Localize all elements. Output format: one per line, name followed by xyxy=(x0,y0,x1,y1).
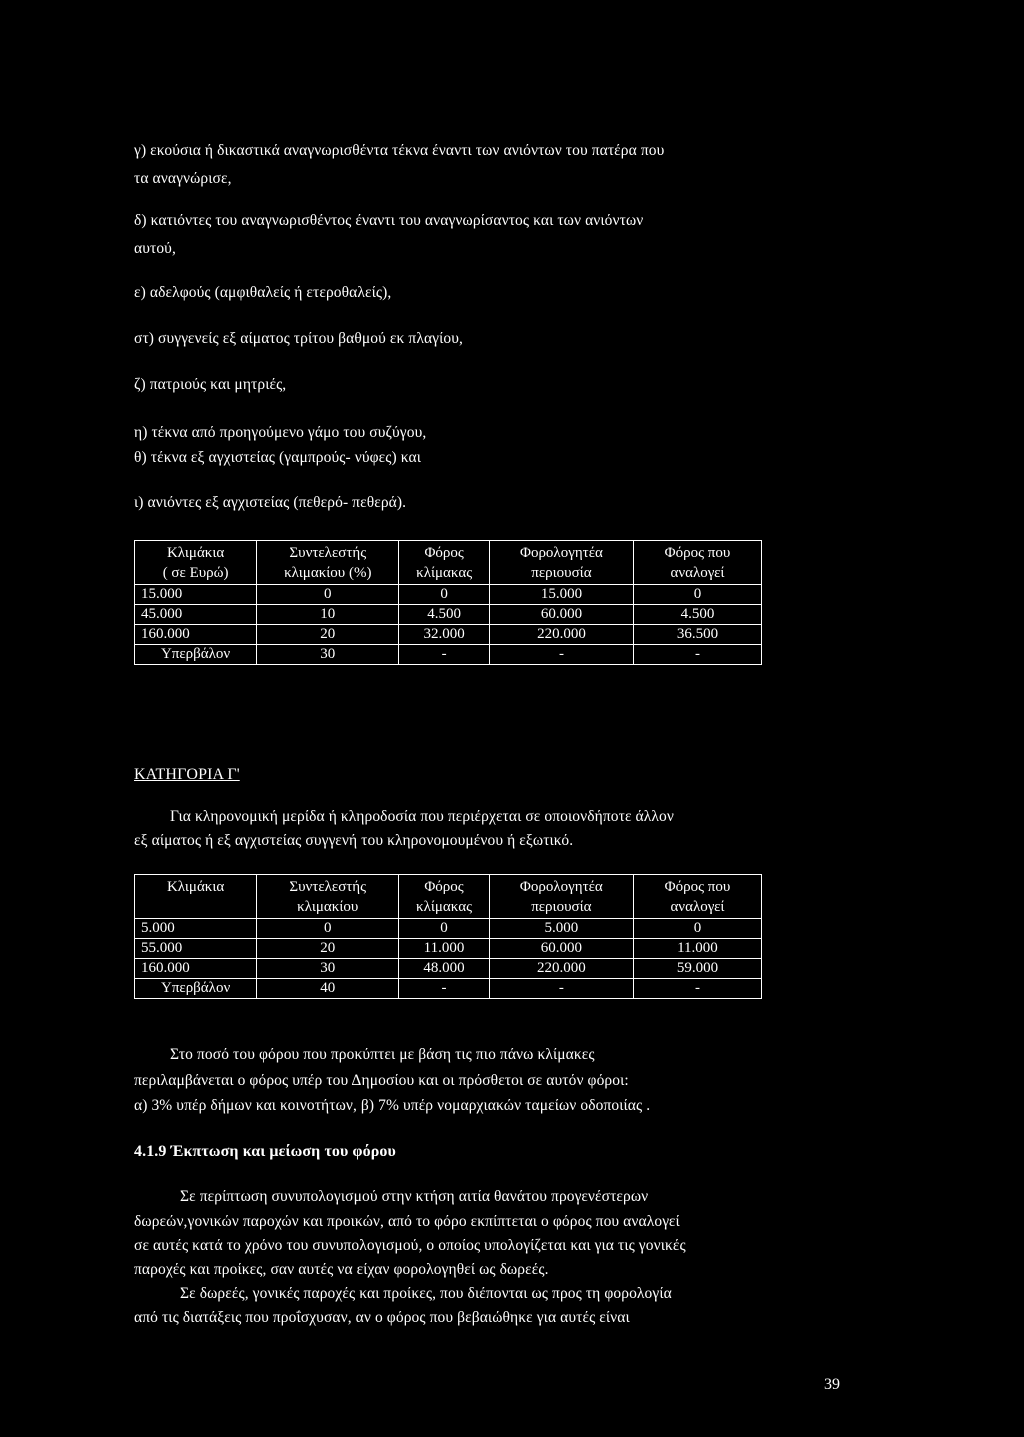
table-cell: 11.000 xyxy=(399,939,490,959)
table-cell: 15.000 xyxy=(489,585,633,605)
surcharge-paragraph-line1: Στο ποσό του φόρου που προκύπτει με βάση τις πιο πάνω κλίμακες xyxy=(170,1046,595,1063)
table-cell: 36.500 xyxy=(633,625,761,645)
table-row xyxy=(135,959,762,979)
table-cell: 220.000 xyxy=(489,959,633,979)
table-cell: 30 xyxy=(257,645,399,665)
table-cell: - xyxy=(633,645,761,665)
table-row xyxy=(135,939,762,959)
table-cell: 0 xyxy=(633,585,761,605)
table-cell: 5.000 xyxy=(489,919,633,939)
paragraph-z: ζ) πατριούς και μητριές, xyxy=(134,376,287,393)
table-row xyxy=(135,585,762,605)
table-header-cell: Συντελεστής κλιμακίου xyxy=(257,875,399,919)
table-header-row xyxy=(135,541,762,585)
surcharge-paragraph-line2: περιλαμβάνεται ο φόρος υπέρ του Δημοσίου και οι πρόσθετοι σε αυτόν φόροι: xyxy=(134,1072,629,1089)
table-header-cell: Φορολογητέα περιουσία xyxy=(489,541,633,585)
category-paragraph-line1: Για κληρονομική μερίδα ή κληροδοσία που περιέρχεται σε οποιονδήποτε άλλον xyxy=(170,808,674,825)
table-cell: - xyxy=(489,645,633,665)
table-cell: 15.000 xyxy=(135,585,257,605)
paragraph-g-line1: γ) εκούσια ή δικαστικά αναγνωρισθέντα τέκνα έναντι των ανιόντων του πατέρα που xyxy=(134,142,665,159)
table-cell: 0 xyxy=(399,585,490,605)
table-cell: Υπερβάλον xyxy=(135,979,257,999)
table-cell: - xyxy=(399,979,490,999)
paragraph-d-line2: αυτού, xyxy=(134,240,176,257)
table-cell: 30 xyxy=(257,959,399,979)
table-cell: 220.000 xyxy=(489,625,633,645)
table-cell: 0 xyxy=(633,919,761,939)
section-paragraph-line5: Σε δωρεές, γονικές παροχές και προίκες, που διέπονται ως προς τη φορολογία xyxy=(180,1285,672,1302)
paragraph-th: θ) τέκνα εξ αγχιστείας (γαμπρούς- νύφες) και xyxy=(134,449,422,466)
section-paragraph-line3: σε αυτές κατά το χρόνο του συνυπολογισμού, ο οποίος υπολογίζεται και για τις γονικές xyxy=(134,1237,686,1254)
table-cell: 55.000 xyxy=(135,939,257,959)
table-header-row xyxy=(135,875,762,919)
table-cell: 160.000 xyxy=(135,625,257,645)
table-cell: 48.000 xyxy=(399,959,490,979)
paragraph-g-line2: τα αναγνώρισε, xyxy=(134,170,232,187)
paragraph-d-line1: δ) κατιόντες του αναγνωρισθέντος έναντι του αναγνωρίσαντος και των ανιόντων xyxy=(134,212,644,229)
table-cell: Υπερβάλον xyxy=(135,645,257,665)
table-row xyxy=(135,919,762,939)
table-cell: 60.000 xyxy=(489,939,633,959)
page-number: 39 xyxy=(824,1376,840,1393)
paragraph-i: ι) ανιόντες εξ αγχιστείας (πεθερό- πεθερά). xyxy=(134,494,407,511)
tax-scale-table-1 xyxy=(134,540,762,665)
table-row xyxy=(135,645,762,665)
table-cell: 32.000 xyxy=(399,625,490,645)
section-title: 4.1.9 Έκπτωση και μείωση του φόρου xyxy=(134,1143,396,1160)
table-cell: 45.000 xyxy=(135,605,257,625)
table-cell: 160.000 xyxy=(135,959,257,979)
table-cell: 11.000 xyxy=(633,939,761,959)
table-row xyxy=(135,625,762,645)
table-cell: - xyxy=(489,979,633,999)
table-header-cell: Φόρος κλίμακας xyxy=(399,541,490,585)
section-paragraph-line1: Σε περίπτωση συνυπολογισμού στην κτήση αιτία θανάτου προγενέστερων xyxy=(180,1188,649,1205)
table-header-cell: Κλιμάκια ( σε Ευρώ) xyxy=(135,541,257,585)
surcharge-paragraph-line3: α) 3% υπέρ δήμων και κοινοτήτων, β) 7% υπέρ νομαρχιακών ταμείων οδοποιίας . xyxy=(134,1097,651,1114)
table-row xyxy=(135,979,762,999)
category-paragraph-line2: εξ αίματος ή εξ αγχιστείας συγγενή του κληρονομουμένου ή εξωτικό. xyxy=(134,832,574,849)
table-cell: 0 xyxy=(257,585,399,605)
table-cell: 5.000 xyxy=(135,919,257,939)
paragraph-h: η) τέκνα από προηγούμενο γάμο του συζύγου, xyxy=(134,424,427,441)
section-paragraph-line2: δωρεών,γονικών παροχών και προικών, από το φόρο εκπίπτεται ο φόρος που αναλογεί xyxy=(134,1213,680,1230)
table-cell: 0 xyxy=(257,919,399,939)
table-cell: 20 xyxy=(257,939,399,959)
table-cell: 40 xyxy=(257,979,399,999)
table-cell: 4.500 xyxy=(399,605,490,625)
table-header-cell: Φόρος κλίμακας xyxy=(399,875,490,919)
paragraph-st: στ) συγγενείς εξ αίματος τρίτου βαθμού εκ πλαγίου, xyxy=(134,330,463,347)
table-cell: 60.000 xyxy=(489,605,633,625)
table-header-cell: Φόρος που αναλογεί xyxy=(633,541,761,585)
table-cell: - xyxy=(633,979,761,999)
table-cell: 10 xyxy=(257,605,399,625)
table-cell: 59.000 xyxy=(633,959,761,979)
table-header-cell: Κλιμάκια xyxy=(135,875,257,919)
table-header-cell: Φόρος που αναλογεί xyxy=(633,875,761,919)
table-row xyxy=(135,605,762,625)
table-header-cell: Συντελεστής κλιμακίου (%) xyxy=(257,541,399,585)
table-cell: 20 xyxy=(257,625,399,645)
table-cell: 0 xyxy=(399,919,490,939)
table-cell: 4.500 xyxy=(633,605,761,625)
table-cell: - xyxy=(399,645,490,665)
table-header-cell: Φορολογητέα περιουσία xyxy=(489,875,633,919)
paragraph-e: ε) αδελφούς (αμφιθαλείς ή ετεροθαλείς), xyxy=(134,284,392,301)
tax-scale-table-2 xyxy=(134,874,762,999)
category-title: ΚΑΤΗΓΟΡΙΑ Γ' xyxy=(134,766,240,783)
section-paragraph-line6: από τις διατάξεις που προΐσχυσαν, αν ο φόρος που βεβαιώθηκε για αυτές είναι xyxy=(134,1309,630,1326)
section-paragraph-line4: παροχές και προίκες, σαν αυτές να είχαν φορολογηθεί ως δωρεές. xyxy=(134,1261,549,1278)
